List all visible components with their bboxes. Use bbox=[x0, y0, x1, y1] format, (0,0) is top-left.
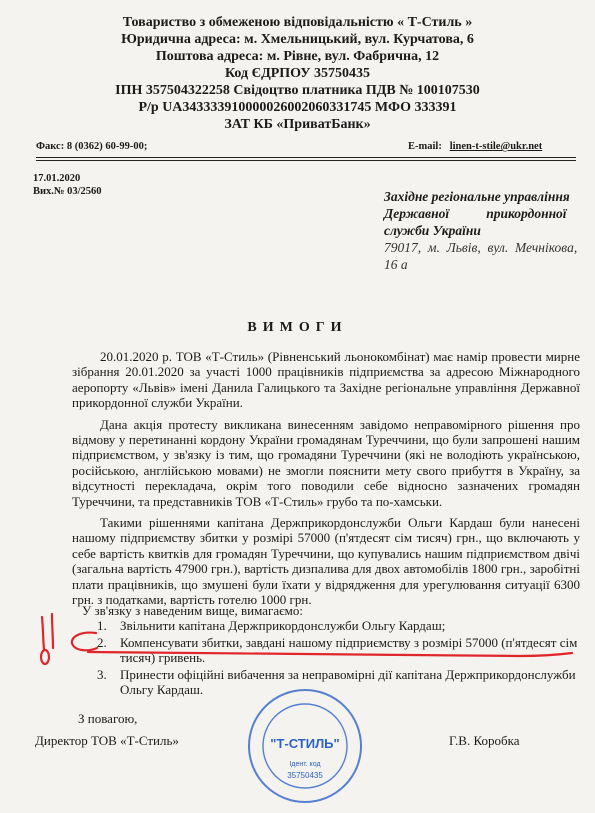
addressee-line: Державної прикордонної bbox=[384, 206, 567, 221]
addressee-address: 16 а bbox=[384, 257, 408, 272]
signer-name: Г.В. Коробка bbox=[449, 733, 520, 748]
stamp-center-text: "Т-СТИЛЬ" bbox=[270, 736, 340, 751]
addressee-line: Західне регіональне управління bbox=[384, 189, 570, 204]
addressee-address: 79017, м. Львів, вул. Мечнікова, bbox=[384, 240, 578, 255]
edrpou-code: Код ЄДРПОУ 35750435 bbox=[224, 66, 371, 81]
number-circle bbox=[72, 633, 97, 651]
stamp-code: 35750435 bbox=[287, 771, 323, 780]
demand-item: 1. Звільнити капітана Держприкордонслужби Ольгу Кардаш; bbox=[110, 618, 580, 633]
company-name: Товариство з обмеженою відповідальністю « Т-Стиль » bbox=[122, 15, 473, 30]
body-paragraph: 20.01.2020 р. ТОВ «Т-Стиль» (Рівненський льонокомбінат) має намір провести мирне зібрання 20.01.2020 за участі 1000 працівників підприємства за адресою Міжнародного аеропорту «Львів» імені Данила Галицького та Західне регіональне управління Державної прикордонної служби України. bbox=[72, 349, 580, 411]
underline-mark bbox=[88, 652, 572, 656]
body-paragraph: Такими рішеннями капітана Держприкордонслужби Ольги Кардаш були нанесені нашому підприємству збитки у розмірі 57000 (п'ятдесят сім тисяч) грн., що включають у себе вартість квитків для громадян Туреччини, що купувались нашим підприємством двічі (загальна вартість 47900 грн.), вартість дизпалива для двох автомобілів 1800 грн., заробітні плати працівників, що змушені були їхати у відрядження для урегулювання ситуації 6300 грн. з податками, вартість готелю 1000 грн. bbox=[72, 515, 580, 608]
document-title: ВИМОГИ bbox=[247, 320, 348, 335]
red-pen-marks bbox=[41, 614, 572, 664]
email-label: E-mail: bbox=[408, 141, 442, 152]
company-stamp bbox=[245, 686, 365, 806]
body-paragraph: Дана акція протесту викликана винесенням завідомо неправомірного рішення про відмову у перетинанні кордону України громадянам Туреччини, що були запрошені нашим підприємством, у зв'язку із тим, що громадяни Туреччини (які не володіють українською, російською, англійською мовами) не змогли пояснити мету свого прибуття в Україну, за відсутності перекладача, окрім того поводили себе відносно зазначених громадян Туреччини, та представників ТОВ «Т-Стиль» грубо та по-хамськи. bbox=[72, 416, 580, 509]
tally-mark-1 bbox=[42, 617, 44, 650]
tally-mark-2 bbox=[52, 614, 53, 648]
fax-number: Факс: 8 (0362) 60-99-00; bbox=[36, 141, 148, 152]
legal-address: Юридична адреса: м. Хмельницький, вул. Курчатова, 6 bbox=[121, 32, 474, 47]
letter-ref-number: Вих.№ 03/2560 bbox=[33, 186, 102, 197]
demand-item: 2. Компенсувати збитки, завдані нашому підприємству з розмірі 57000 (п'ятдесят сім тисяч) гривень. bbox=[110, 635, 580, 666]
demand-item: 3. Принести офіційні вибачення за неправомірні дії капітана Держприкордонслужби Ольгу Кардаш. bbox=[110, 667, 580, 698]
circle-mark bbox=[41, 650, 49, 664]
stamp-sub-text: Ідент. код bbox=[289, 761, 321, 768]
closing-regards: З повагою, bbox=[78, 711, 138, 726]
demands-intro: У зв'язку з наведеним вище, вимагаємо: bbox=[82, 603, 304, 618]
addressee-line: служби України bbox=[384, 223, 481, 238]
email-link[interactable]: linen-t-stile@ukr.net bbox=[449, 141, 543, 152]
signer-position: Директор ТОВ «Т-Стиль» bbox=[35, 733, 179, 748]
postal-address: Поштова адреса: м. Рівне, вул. Фабрична, 12 bbox=[155, 49, 440, 64]
tax-numbers: ІПН 357504322258 Свідоцтво платника ПДВ № 100107530 bbox=[115, 83, 480, 98]
bank-name: ЗАТ КБ «ПриватБанк» bbox=[224, 117, 371, 132]
bank-account: Р/р UA343333910000026002060331745 МФО 333391 bbox=[138, 100, 457, 115]
letter-date: 17.01.2020 bbox=[33, 173, 81, 184]
